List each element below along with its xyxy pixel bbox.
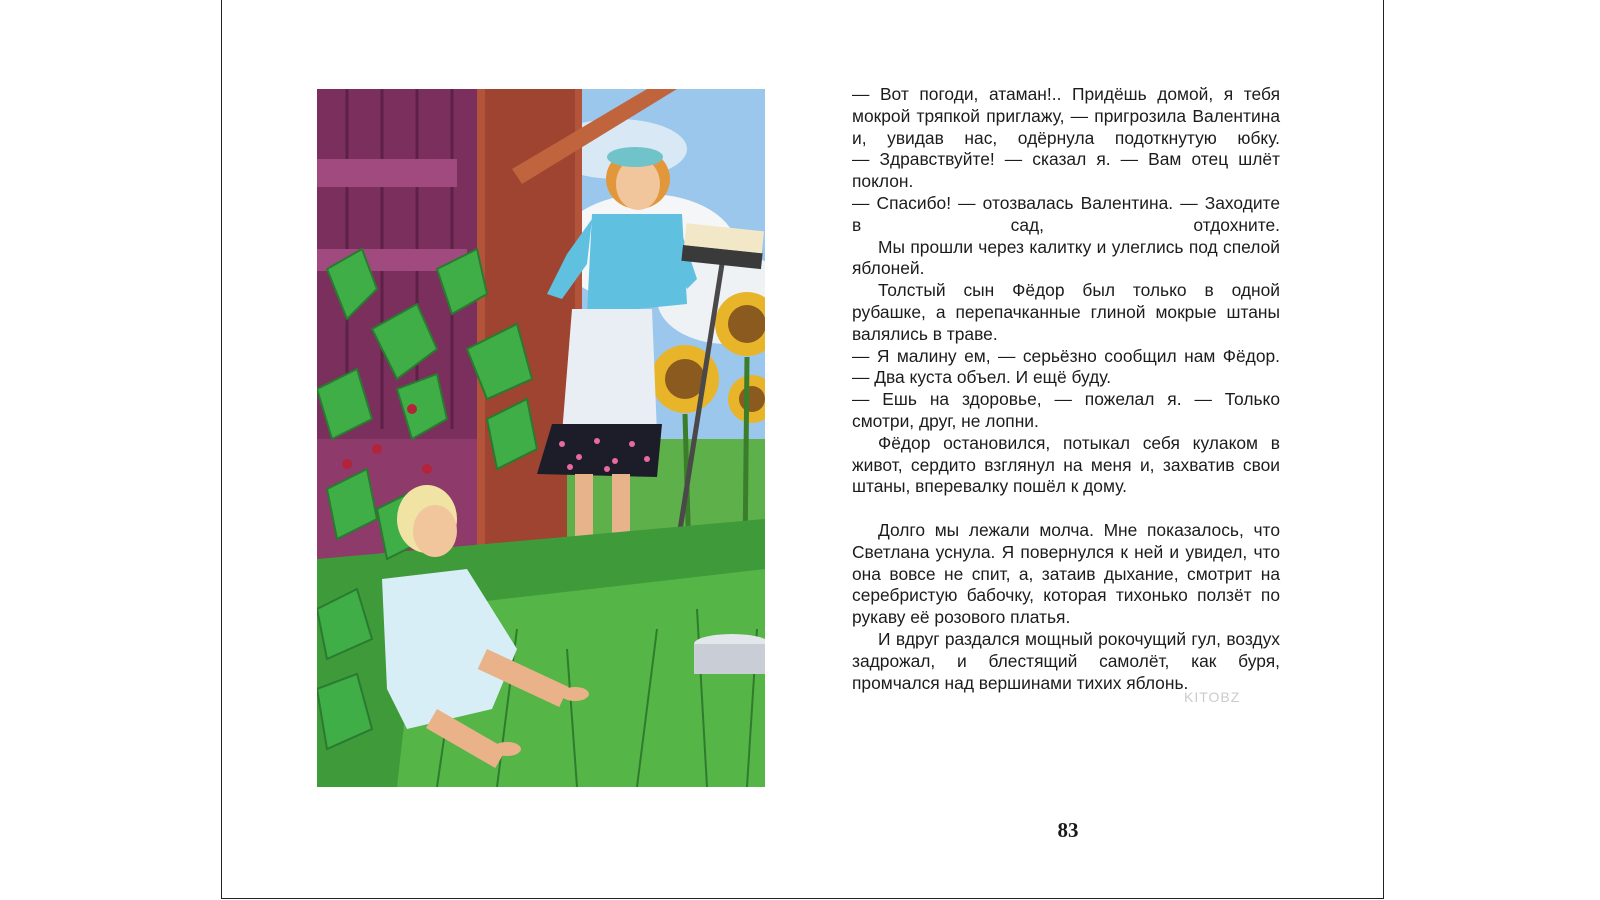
paragraph-9: Долго мы лежали молча. Мне показалось, что Светлана уснула. Я повернулся к ней и увидел, что она вовсе не спит, а, затаив дыхание, смотрит на серебристую бабочку, которая тихонько ползёт по рукаву её розового платья. xyxy=(852,519,1280,628)
paragraph-6: — Я малину ем, — серьёзно сообщил нам Фёдор. — Два куста объел. И ещё буду. xyxy=(852,345,1280,388)
illustration-picture xyxy=(317,89,765,787)
paragraph-5: Толстый сын Фёдор был только в одной рубашке, а перепачканные глиной мокрые штаны валялись в траве. xyxy=(852,280,1280,344)
paragraph-10: И вдруг раздался мощный рокочущий гул, воздух задрожал, и блестящий самолёт, как буря, промчался над вершинами тихих яблонь. xyxy=(852,628,1280,693)
paragraph-8: Фёдор остановился, потыкал себя кулаком в живот, сердито взглянул на меня и, захватив свои штаны, вперевалку пошёл к дому. xyxy=(852,432,1280,497)
section-break xyxy=(852,498,1280,520)
watermark-suffix: Z xyxy=(1230,689,1241,705)
paragraph-1: — Вот погоди, атаман!.. Придёшь домой, я тебя мокрой тряпкой приглажу, — пригрозила Валентина и, увидав нас, одёрнула подоткнутую юбку. xyxy=(852,84,1280,148)
story-text xyxy=(852,84,1280,694)
page-number: 83 xyxy=(1057,818,1079,842)
paragraph-7: — Ешь на здоровье, — пожелал я. — Только смотри, друг, не лопни. xyxy=(852,389,1280,431)
paragraph-4: Мы прошли через калитку и улеглись под спелой яблоней. xyxy=(852,236,1280,279)
paragraph-2: — Здравствуйте! — сказал я. — Вам отец шлёт поклон. xyxy=(852,149,1280,192)
watermark xyxy=(1184,689,1240,705)
paragraph-3: — Спасибо! — отозвалась Валентина. — Заходите в сад, отдохните. xyxy=(852,192,1280,235)
book-illustration xyxy=(317,89,765,787)
watermark-prefix: KITOB xyxy=(1184,689,1231,705)
